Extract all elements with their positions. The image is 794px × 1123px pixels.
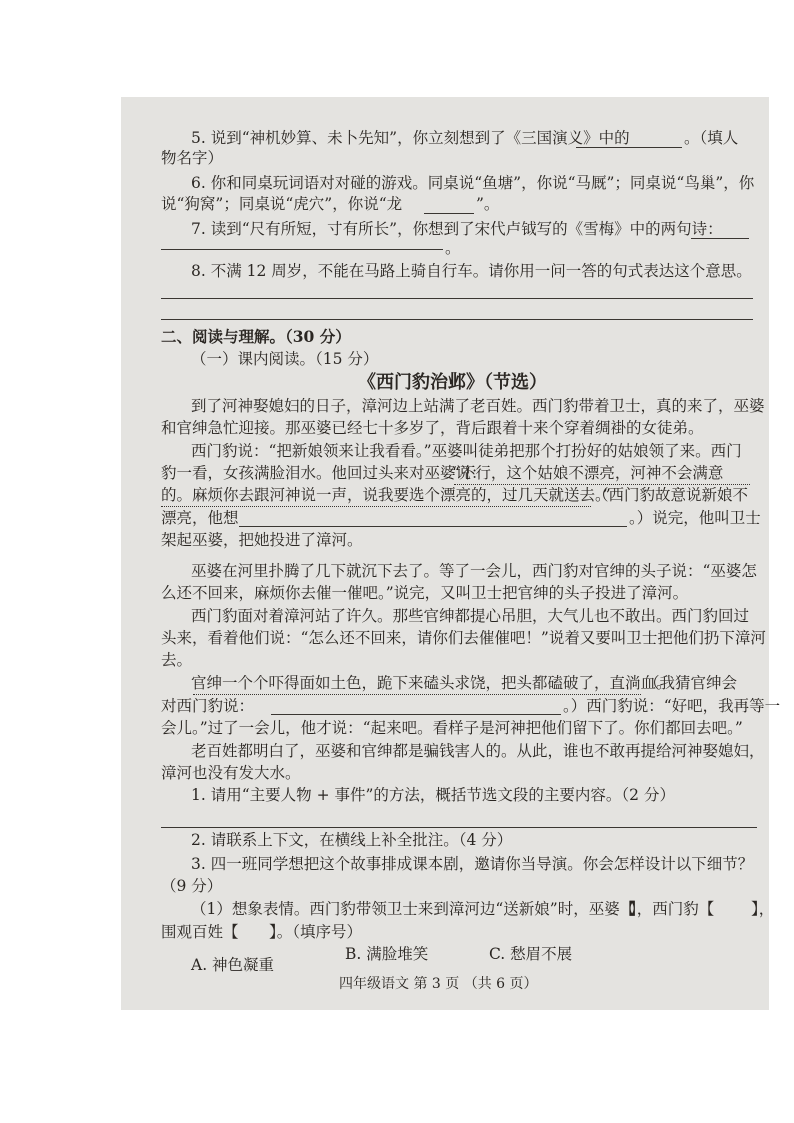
task3-1-line1-end: 】， <box>751 900 775 918</box>
task2-prompt: 2. 请联系上下文，在横线上补全批注。（4 分） <box>191 831 513 849</box>
q8-answer-line-1[interactable] <box>161 298 753 299</box>
passage-p2-line1: 西门豹说：“把新娘领来让我看看。”巫婆叫徒弟把那个打扮好的姑娘领了来。西门 <box>191 442 742 460</box>
passage-p2-line4-post: 。）说完，他叫卫士 <box>629 509 761 527</box>
q6-line1: 6. 你和同桌玩词语对对碰的游戏。同桌说“鱼塘”，你说“马厩”；同桌说“鸟巢”，你 <box>191 174 755 192</box>
passage-p2-line4-pre: 漂亮，他想 <box>161 509 239 527</box>
q5-line1-end: 。（填人 <box>684 129 739 147</box>
task3-prompt-line2: （9 分） <box>161 877 223 895</box>
task3-1-line2: 围观百姓【 <box>161 923 239 941</box>
q6-answer-blank[interactable] <box>424 213 474 214</box>
passage-p2-line5: 架起巫婆，把她投进了漳河。 <box>161 531 363 549</box>
q6-line2: 说“狗窝”；同桌说“虎穴”，你说“龙 <box>161 195 403 213</box>
q8-answer-line-2[interactable] <box>161 319 753 320</box>
q8-line1: 8. 不满 12 周岁，不能在马路上骑自行车。请你用一问一答的句式表达这个意思。 <box>191 262 752 280</box>
passage-p5-line3: 会儿。”过了一会儿，他才说：“起来吧。看样子是河神把他们留下了。你们都回去吧。” <box>161 719 743 737</box>
q7-answer-blank-1[interactable] <box>691 238 749 239</box>
task3-1-line2-end: 】。（填序号） <box>269 923 363 941</box>
passage-title: 《西门豹治邺》（节选） <box>358 372 547 393</box>
option-c: C. 愁眉不展 <box>489 945 573 963</box>
passage-p3-line2: 么还不回来，麻烦你去催一催吧。”说完，又叫卫士把官绅的头子投进了漳河。 <box>161 584 689 602</box>
task3-1-line1-mid: 】，西门豹【 <box>629 900 715 918</box>
option-b: B. 满脸堆笑 <box>345 945 429 963</box>
passage-p5-line2-pre: 对西门豹说： <box>161 697 255 715</box>
task1-answer-line[interactable] <box>161 827 757 828</box>
passage-p6-line1: 老百姓都明白了，巫婆和官绅都是骗钱害人的。从此，谁也不敢再提给河神娶媳妇， <box>191 742 765 760</box>
passage-p6-line2: 漳河也没有发大水。 <box>161 764 301 782</box>
passage-p5-underlined: 官绅一个个吓得面如土色，跪下来磕头求饶，把头都磕破了，直淌血。 <box>191 674 672 692</box>
task3-prompt-line1: 3. 四一班同学想把这个故事排成课本剧，邀请你当导演。你会怎样设计以下细节？ <box>191 855 754 873</box>
passage-p4-line3: 去。 <box>161 651 193 669</box>
q5-line1: 5. 说到“神机妙算、未卜先知”，你立刻想到了《三国演义》中的 <box>191 129 630 147</box>
passage-p2-line3-post: （西门豹故意说新娘不 <box>593 486 749 504</box>
q5-answer-blank[interactable] <box>576 147 682 148</box>
q6-line2-end: ”。 <box>476 195 500 213</box>
q7-answer-blank-2[interactable] <box>161 249 443 250</box>
task3-1-line1: （1）想象表情。西门豹带领卫士来到漳河边“送新娘”时，巫婆【 <box>191 900 636 918</box>
passage-p1-line2: 和官绅急忙迎接。那巫婆已经七十多岁了，背后跟着十来个穿着绸褂的女徒弟。 <box>161 419 704 437</box>
passage-p2-underlined-1: “不行，这个姑娘不漂亮，河神不会满意 <box>452 464 724 482</box>
exam-page <box>121 97 781 1010</box>
passage-p4-line2: 头来，看着他们说：“怎么还不回来，请你们去催催吧！”说着又要叫卫士把他们扔下漳河 <box>161 629 766 647</box>
option-a: A. 神色凝重 <box>191 956 275 974</box>
passage-p3-line1: 巫婆在河里扑腾了几下就沉下去了。等了一会儿，西门豹对官绅的头子说：“巫婆怎 <box>191 562 757 580</box>
passage-p2-underlined-2: 的。麻烦你去跟河神说一声，说我要选个漂亮的，过几天就送去。” <box>161 486 611 504</box>
annotation-blank-2[interactable] <box>271 714 561 715</box>
section2-heading: 二、阅读与理解。（30 分） <box>161 327 351 346</box>
passage-p5-line2-post: 。）西门豹说：“好吧，我再等一 <box>563 697 781 715</box>
q5-line2: 物名字） <box>161 149 224 167</box>
passage-p1-line1: 到了河神娶媳妇的日子，漳河边上站满了老百姓。西门豹带着卫士，真的来了，巫婆 <box>191 397 765 415</box>
task1-prompt: 1. 请用“主要人物 + 事件”的方法，概括节选文段的主要内容。（2 分） <box>191 786 675 804</box>
passage-p5-line1-post: （我猜官绅会 <box>644 674 738 692</box>
q7-line1: 7. 读到“尺有所短，寸有所长”，你想到了宋代卢钺写的《雪梅》中的两句诗： <box>191 220 723 238</box>
page-footer: 四年级语文 第 3 页 （共 6 页） <box>339 976 538 992</box>
passage-p4-line1: 西门豹面对着漳河站了许久。那些官绅都提心吊胆，大气儿也不敢出。西门豹回过 <box>191 607 750 625</box>
q7-line2-end: 。 <box>445 239 461 257</box>
annotation-blank-1[interactable] <box>239 526 627 527</box>
passage-p2-line2-pre: 豹一看，女孩满脸泪水。他回过头来对巫婆说： <box>161 464 487 482</box>
section2-sub: （一）课内阅读。（15 分） <box>191 350 379 368</box>
